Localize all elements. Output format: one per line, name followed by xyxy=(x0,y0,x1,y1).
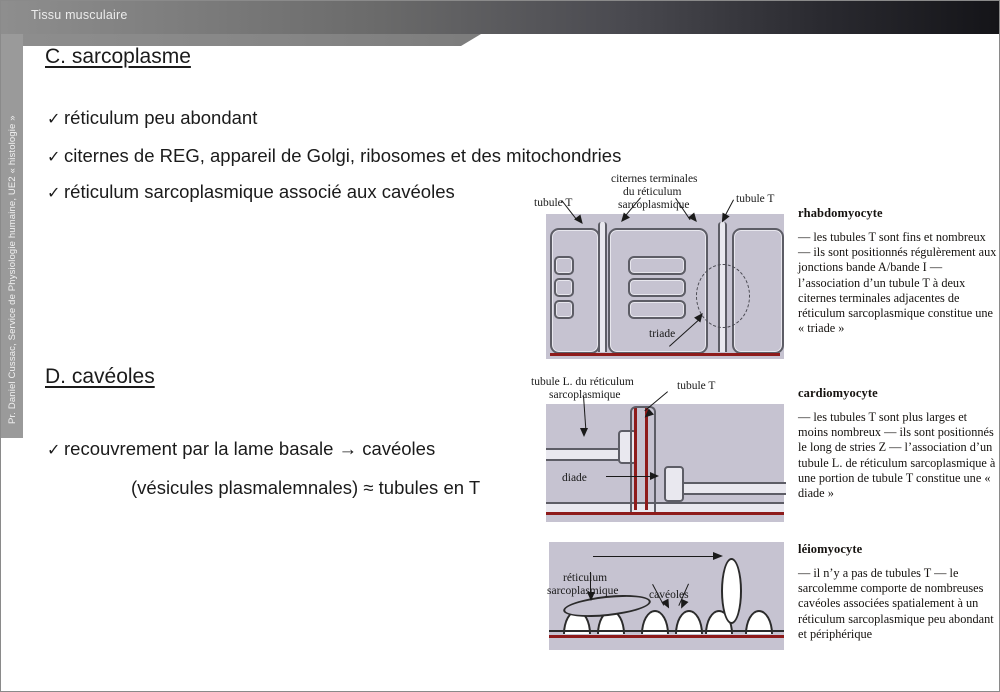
figure1-label-citernes-line3: sarcoplasmique xyxy=(618,199,690,211)
description-body: — il n’y a pas de tubules T — le sarcolemme comporte de nombreuses cavéoles associées spatialement à un réticulum sarcoplasmique peu abondant et périphérique xyxy=(798,566,994,641)
description-title: cardiomyocyte xyxy=(798,386,878,400)
header-band xyxy=(1,1,1000,34)
arrow-head-icon xyxy=(650,472,659,480)
sidebar-credit-bar xyxy=(1,34,23,438)
figure1-label-tubule-t-right: tubule T xyxy=(736,193,775,205)
figure3-label-caveoles: cavéoles xyxy=(649,589,689,601)
description-title: léiomyocyte xyxy=(798,542,863,556)
section-heading-c xyxy=(45,45,191,69)
l-tubule-lower-right xyxy=(674,482,786,495)
triad-highlight-ring xyxy=(696,264,750,328)
myofibril-slot xyxy=(554,256,574,275)
section-heading-d xyxy=(45,365,155,389)
bullet-item xyxy=(47,438,435,460)
bullet-text: recouvrement par la lame basale → cavéoles xyxy=(64,438,436,459)
bullet-text: citernes de REG, appareil de Golgi, ribosomes et des mitochondries xyxy=(64,145,622,166)
figure3-label-reticulum-line1: réticulum xyxy=(563,572,608,584)
header-title: Tissu musculaire xyxy=(31,8,128,22)
bullet-item xyxy=(47,145,621,167)
bullet-text: réticulum peu abondant xyxy=(64,107,258,128)
figure1-label-triade: triade xyxy=(649,328,676,340)
elongated-vesicle xyxy=(721,558,742,624)
myofibril-slot xyxy=(554,278,574,297)
figure2-label-diade: diade xyxy=(562,472,587,484)
myofibril-slot xyxy=(628,300,686,319)
figure2-label-tubule-l-line2: sarcoplasmique xyxy=(549,389,621,401)
basal-lamina-red-line xyxy=(549,635,784,638)
figure1-label-citernes-line1: citernes terminales xyxy=(611,173,698,185)
check-icon: ✓ xyxy=(47,111,61,128)
plasmalemma-line xyxy=(549,630,784,632)
l-tubule-terminal-lower xyxy=(664,466,684,502)
figure2-label-tubule-t: tubule T xyxy=(677,380,716,392)
arrow-head-icon xyxy=(713,552,723,560)
description-cardiomyocyte xyxy=(798,386,998,501)
sidebar-credit-text: Pr. Daniel Cussac, Service de Physiologie humaine, UE2 « histologie » xyxy=(6,115,18,424)
section-heading-c-text: C. sarcoplasme xyxy=(45,45,191,68)
check-icon: ✓ xyxy=(47,149,61,166)
description-title: rhabdomyocyte xyxy=(798,206,883,220)
header-tab-notch xyxy=(461,34,481,46)
sarcolemma-red-line xyxy=(550,353,780,356)
sidebar-rotated-wrapper xyxy=(1,34,23,438)
bullet-item xyxy=(47,107,257,129)
arrow-head-icon xyxy=(580,428,588,437)
myofibril-slot xyxy=(628,278,686,297)
bullet-item xyxy=(47,181,455,203)
myofibril-slot xyxy=(554,300,574,319)
bullet-subline: (vésicules plasmalemnales) ≈ tubules en T xyxy=(131,477,481,498)
check-icon: ✓ xyxy=(47,442,61,459)
section-heading-d-text: D. cavéoles xyxy=(45,365,155,388)
description-rhabdomyocyte xyxy=(798,206,998,337)
figure3-label-reticulum-line2: sarcoplasmique xyxy=(547,585,619,597)
callout-line-reticulum xyxy=(593,556,719,557)
description-leiomyocyte xyxy=(798,542,998,642)
figure-cardiomyocyte xyxy=(546,404,784,522)
bullet-text: réticulum sarcoplasmique associé aux cavéoles xyxy=(64,181,455,202)
l-tubule-upper-left xyxy=(546,448,626,461)
figure1-label-citernes-line2: du réticulum xyxy=(623,186,682,198)
sarcolemma-red-line xyxy=(546,512,784,515)
t-tubule-outline xyxy=(630,406,656,512)
figure1-label-tubule-t-left: tubule T xyxy=(534,197,573,209)
t-tubule-left xyxy=(598,222,607,352)
description-body: — les tubules T sont plus larges et moins nombreux — ils sont positionnés le long de stries Z — l’association d’un tubule L. de réticulum sarcoplasmique à une portion de tubule T constitue une « diade » xyxy=(798,410,996,501)
figure2-label-tubule-l-line1: tubule L. du réticulum xyxy=(531,376,634,388)
myofibril-slot xyxy=(628,256,686,275)
description-body: — les tubules T sont fins et nombreux — ils sont positionnés régulèrement aux jonctions bande A/bande I — l’association d’un tubule T à deux citernes terminales adjacentes de réticulum sarcoplasmique constitue une « triade » xyxy=(798,230,997,336)
check-icon: ✓ xyxy=(47,185,61,202)
callout-line-diade xyxy=(606,476,656,477)
